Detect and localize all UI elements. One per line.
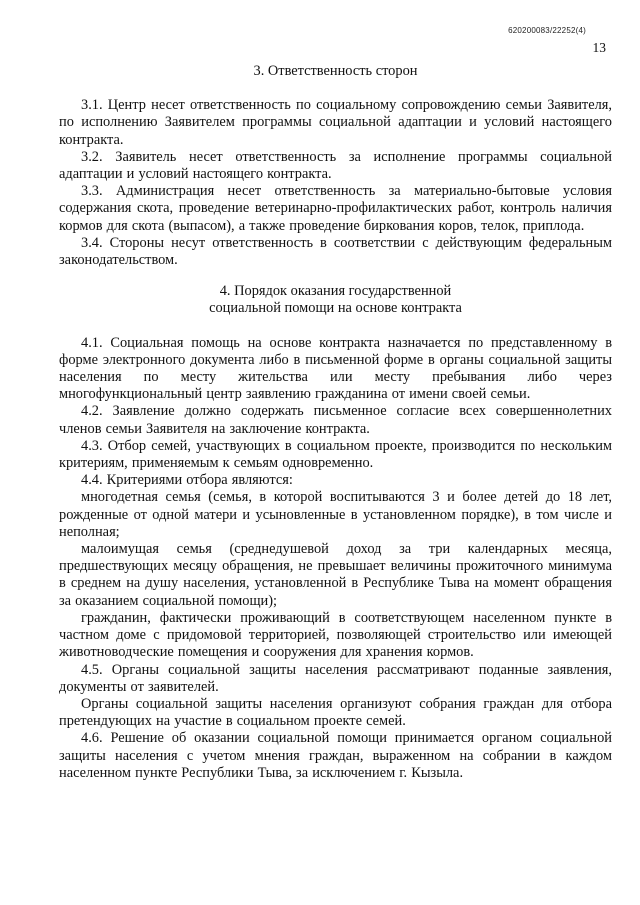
- document-code: 620200083/22252(4): [508, 26, 586, 35]
- paragraph-3-4: 3.4. Стороны несут ответственность в соответствии с действующим федеральным законодательством.: [59, 234, 612, 269]
- page-number: 13: [592, 40, 606, 55]
- document-body: [59, 63, 612, 782]
- criterion-low-income: малоимущая семья (среднедушевой доход за три календарных месяца, предшествующих месяцу обращения, не превышает величины прожиточного минимума в среднем на душу населения, установленной в Республике Тыва на момент обращения за оказанием социальной помощи);: [59, 541, 612, 609]
- criterion-large-family: многодетная семья (семья, в которой воспитываются 3 и более детей до 18 лет, рожденные от одной матери и усыновленные в установленном порядке), в том числе и неполная;: [59, 489, 612, 540]
- section-4-title-line-1: 4. Порядок оказания государственной: [219, 283, 452, 300]
- paragraph-4-5-meetings: Органы социальной защиты населения организуют собрания граждан для отбора претендующих на участие в социальном проекте семей.: [59, 695, 612, 730]
- section-4-title-line-2: социальной помощи на основе контракта: [209, 300, 462, 317]
- paragraph-4-1: 4.1. Социальная помощь на основе контракта назначается по представленному в форме электронного документа либо в письменной форме в органы социальной защиты населения по месту жительства или месту пребывания либо через многофункциональный центр заявлению гражданина от имени своей семьи.: [59, 334, 612, 403]
- criterion-private-house: гражданин, фактически проживающий в соответствующем населенном пункте в частном доме с придомовой территорией, позволяющей строительство или имеющей животноводческие помещения и сооружения для хранения кормов.: [59, 609, 612, 661]
- paragraph-4-4: 4.4. Критериями отбора являются:: [81, 472, 293, 489]
- paragraph-3-1: 3.1. Центр несет ответственность по социальному сопровождению семьи Заявителя, по исполнению Заявителем программы социальной адаптации и условий настоящего контракта.: [59, 97, 612, 148]
- paragraph-4-2: 4.2. Заявление должно содержать письменное согласие всех совершеннолетних членов семьи Заявителя на заключение контракта.: [59, 403, 612, 437]
- paragraph-4-6: 4.6. Решение об оказании социальной помощи принимается органом социальной защиты населения с учетом мнения граждан, выраженном на собрании в каждом населенном пункте Республики Тыва, за исключением г. Кызыла.: [59, 730, 612, 781]
- paragraph-4-5: 4.5. Органы социальной защиты населения рассматривают поданные заявления, документы от заявителей.: [59, 661, 612, 695]
- paragraph-4-3: 4.3. Отбор семей, участвующих в социальном проекте, производится по нескольким критериям, применяемым к семьям одновременно.: [59, 437, 612, 472]
- paragraph-3-2: 3.2. Заявитель несет ответственность за исполнение программы социальной адаптации и условий настоящего контракта.: [59, 148, 612, 183]
- section-3-title: 3. Ответственность сторон: [253, 63, 418, 79]
- paragraph-3-3: 3.3. Администрация несет ответственность за материально-бытовые условия содержания скота, проведение ветеринарно-профилактических работ, контроль наличия кормов для скота (выпасом), а также проведение биркования коров, телок, приплода.: [59, 183, 612, 234]
- section-4-title: [59, 283, 612, 317]
